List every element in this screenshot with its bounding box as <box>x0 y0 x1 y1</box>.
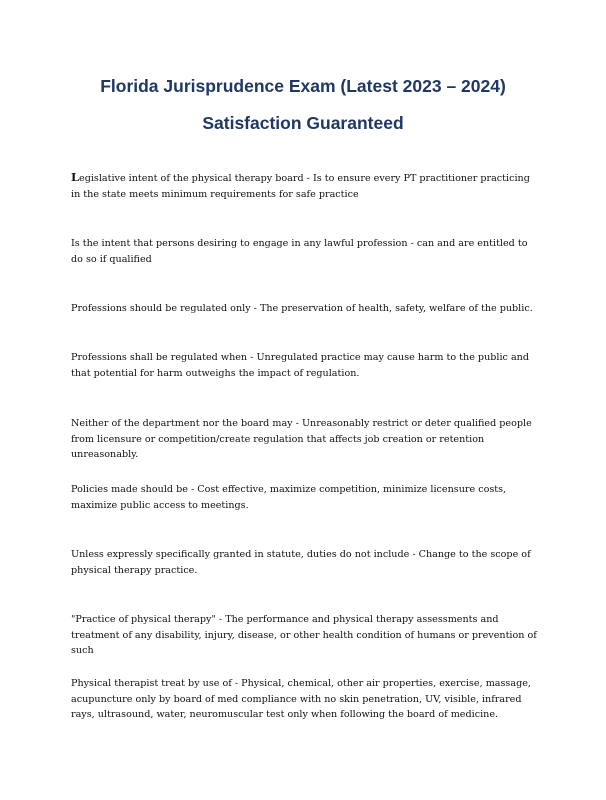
entry-text: Physical therapist treat by use of - Physical, chemical, other air properties, exercise, massage, acupuncture only by board of med compliance with no skin penetration, UV, visible, infrared rays, ultrasound, water, neuromuscular test only when following the board of medicine. <box>71 678 531 720</box>
entry-text: egislative intent of the physical therapy board - Is to ensure every PT practitioner practicing in the state meets minimum requirements for safe practice <box>71 173 530 200</box>
entry-regulated-when <box>71 350 541 381</box>
document-subtitle: Satisfaction Guaranteed <box>202 113 404 133</box>
entry-regulated-only <box>71 301 541 317</box>
entry-department-board <box>71 416 541 463</box>
entry-text: Neither of the department nor the board may - Unreasonably restrict or deter qualified people from licensure or competition/create regulation that affects job creation or retention unreasonably. <box>71 418 532 460</box>
entry-practice-definition <box>71 612 541 659</box>
drop-letter: L <box>71 170 80 184</box>
entry-text: "Practice of physical therapy" - The performance and physical therapy assessments and treatment of any disability, injury, disease, or other health condition of humans or prevention of such <box>71 614 537 656</box>
entry-policies <box>71 482 541 513</box>
entry-treatment-means <box>71 676 541 723</box>
document-title: Florida Jurisprudence Exam (Latest 2023 – 2024) <box>100 76 506 96</box>
entry-text: Is the intent that persons desiring to engage in any lawful profession - can and are entitled to do so if qualified <box>71 238 528 265</box>
entry-legislative-intent <box>71 170 541 202</box>
entry-text: Policies made should be - Cost effective, maximize competition, minimize licensure costs, maximize public access to meetings. <box>71 484 507 511</box>
entry-duties-scope <box>71 547 541 578</box>
entry-text: Unless expressly specifically granted in statute, duties do not include - Change to the scope of physical therapy practice. <box>71 549 531 576</box>
entry-text: Professions shall be regulated when - Unregulated practice may cause harm to the public and that potential for harm outweighs the impact of regulation. <box>71 352 529 379</box>
entry-lawful-profession <box>71 236 541 267</box>
entry-text: Professions should be regulated only - The preservation of health, safety, welfare of the public. <box>71 303 533 314</box>
